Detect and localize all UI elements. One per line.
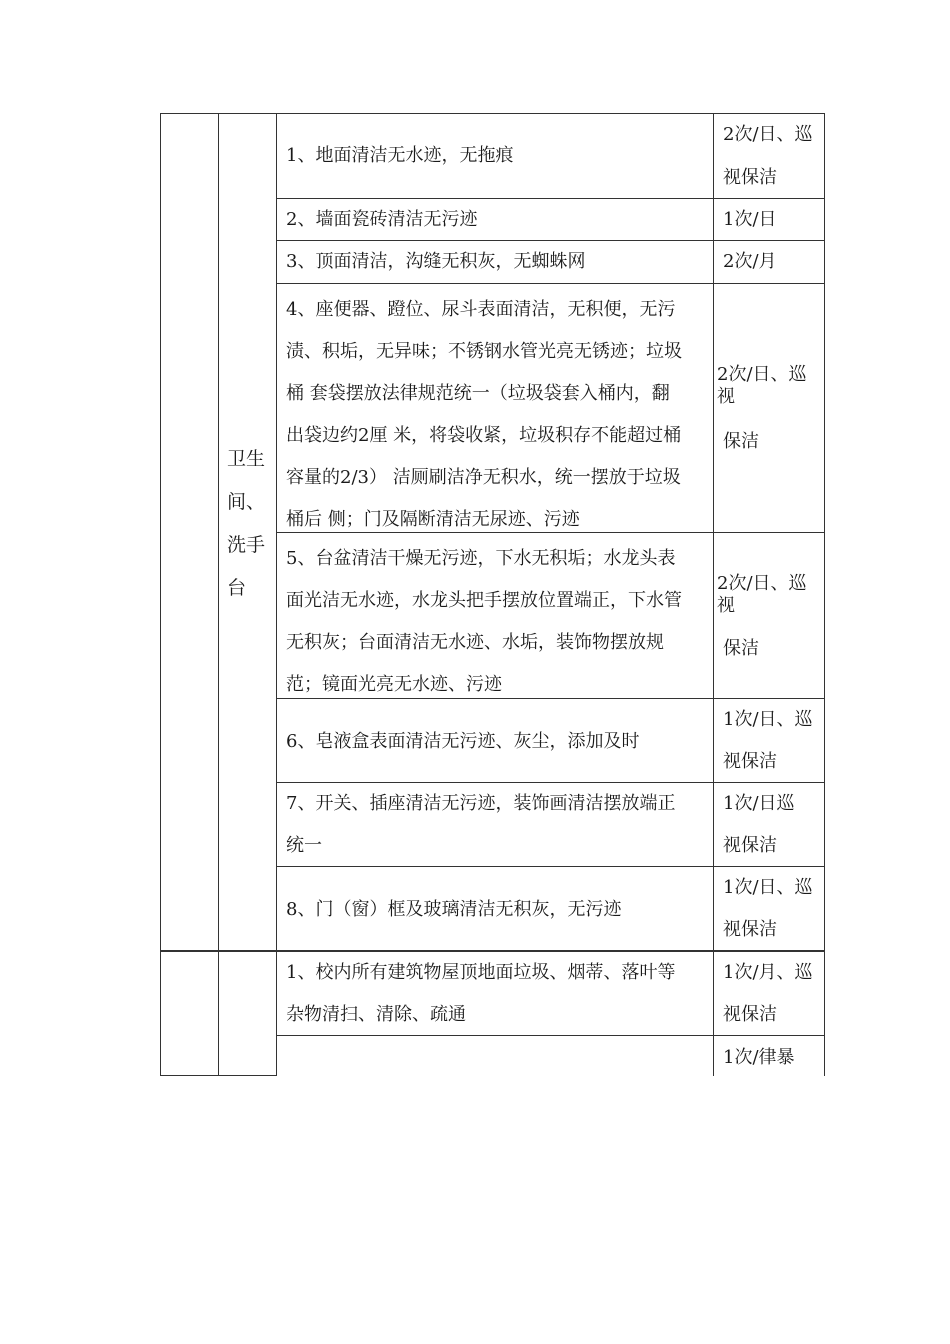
desc-line: 1、校内所有建筑物屋顶地面垃圾、烟蒂、落叶等 bbox=[286, 962, 676, 983]
freq-line: 2次/月 bbox=[723, 251, 777, 272]
desc-line: 范；镜面光亮无水迹、污迹 bbox=[286, 674, 502, 695]
freq-line: 保洁 bbox=[723, 638, 759, 659]
desc-line: 桶 套袋摆放法律规范统一（垃圾袋套入桶内，翻 bbox=[286, 383, 670, 404]
desc-line: 4、座便器、蹬位、尿斗表面清洁，无积便，无污 bbox=[286, 299, 676, 320]
desc-line: 无积灰；台面清洁无水迹、水垢，装饰物摆放规 bbox=[286, 632, 664, 653]
freq-line: 1次/月、巡 bbox=[723, 962, 813, 983]
desc-line: 8、门（窗）框及玻璃清洁无积灰，无污迹 bbox=[286, 899, 622, 920]
desc-line: 面光洁无水迹，水龙头把手摆放位置端正，下水管 bbox=[286, 590, 682, 611]
freq-line: 视保洁 bbox=[723, 751, 777, 772]
col-line bbox=[713, 113, 714, 1076]
freq-line: 视保洁 bbox=[723, 835, 777, 856]
freq-line: 1次/日、巡 bbox=[723, 877, 813, 898]
desc-line: 杂物清扫、清除、疏通 bbox=[286, 1004, 466, 1025]
freq-line: 视保洁 bbox=[723, 167, 777, 188]
category-cell: 卫生间、洗手台 bbox=[227, 448, 266, 599]
freq-line: 视保洁 bbox=[723, 919, 777, 940]
col-line bbox=[824, 113, 825, 1076]
freq-line: 1次/日巡 bbox=[723, 793, 795, 814]
desc-line: 渍、积垢，无异味；不锈钢水管光亮无锈迹；垃圾 bbox=[286, 341, 682, 362]
freq-line: 1次/日、巡 bbox=[723, 709, 813, 730]
col-line bbox=[276, 113, 277, 1076]
freq-line: 1次/律暴 bbox=[723, 1047, 795, 1068]
freq-line: 视保洁 bbox=[723, 1004, 777, 1025]
desc-line: 6、皂液盒表面清洁无污迹、灰尘，添加及时 bbox=[286, 731, 640, 752]
freq-line: 保洁 bbox=[723, 431, 759, 452]
row-divider bbox=[276, 283, 825, 284]
col-line bbox=[218, 113, 219, 1076]
freq-line: 2次/日、巡视 bbox=[717, 573, 807, 616]
desc-line: 3、顶面清洁，沟缝无积灰，无蜘蛛网 bbox=[286, 251, 586, 272]
desc-line: 2、墙面瓷砖清洁无污迹 bbox=[286, 209, 478, 230]
freq-line: 2次/日、巡 bbox=[723, 124, 813, 145]
col-line bbox=[160, 113, 161, 1076]
desc-line: 统一 bbox=[286, 835, 322, 856]
freq-line: 1次/日 bbox=[723, 209, 777, 230]
desc-line: 5、台盆清洁干燥无污迹，下水无积垢；水龙头表 bbox=[286, 548, 676, 569]
desc-line: 容量的2/3） 洁厕刷洁净无积水，统一摆放于垃圾 bbox=[286, 467, 681, 488]
desc-line: 桶后 侧；门及隔断清洁无尿迹、污迹 bbox=[286, 509, 580, 530]
freq-line: 2次/日、巡视 bbox=[717, 364, 807, 407]
desc-line: 出袋边约2厘 米，将袋收紧，垃圾积存不能超过桶 bbox=[286, 425, 682, 446]
desc-line: 1、地面清洁无水迹，无拖痕 bbox=[286, 145, 514, 166]
desc-line: 7、开关、插座清洁无污迹，装饰画清洁摆放端正 bbox=[286, 793, 676, 814]
